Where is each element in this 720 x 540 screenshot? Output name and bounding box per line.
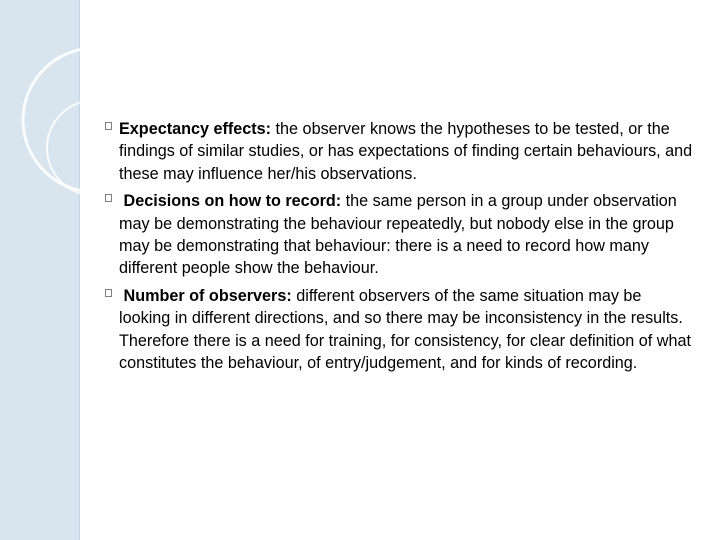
bullet-marker-icon [105, 194, 112, 202]
bullet-marker-icon [105, 122, 112, 130]
bullet-text [119, 118, 695, 185]
slide-content [105, 118, 695, 379]
bullet-term: Decisions on how to record: [123, 192, 342, 211]
bullet-body: the observer knows the hypotheses to be tested, or the findings of similar studies, or has expectations of finding certain behaviours, and these may influence her/his observations. [119, 120, 693, 183]
bullet-item-decisions [105, 190, 695, 280]
bullet-item-expectancy [105, 118, 695, 185]
bullet-body: different observers of the same situation may be looking in different directions, and so there may be inconsistency in the results. Therefore there is a need for training, for consistency, for clear definition of what constitutes the behaviour, of entry/judgement, and for kinds of recording. [119, 286, 691, 373]
bullet-term: Expectancy effects: [119, 120, 272, 138]
bullet-term: Number of observers: [123, 286, 292, 305]
bullet-text [119, 190, 695, 280]
bullet-body: the same person in a group under observation may be demonstrating the behaviour repeatedly, but nobody else in the group may be demonstrating that behaviour: there is a need to record how many different people show the behaviour. [119, 192, 677, 278]
bullet-item-observers [105, 285, 695, 375]
bullet-marker-icon [105, 289, 112, 297]
bullet-text [119, 285, 695, 375]
